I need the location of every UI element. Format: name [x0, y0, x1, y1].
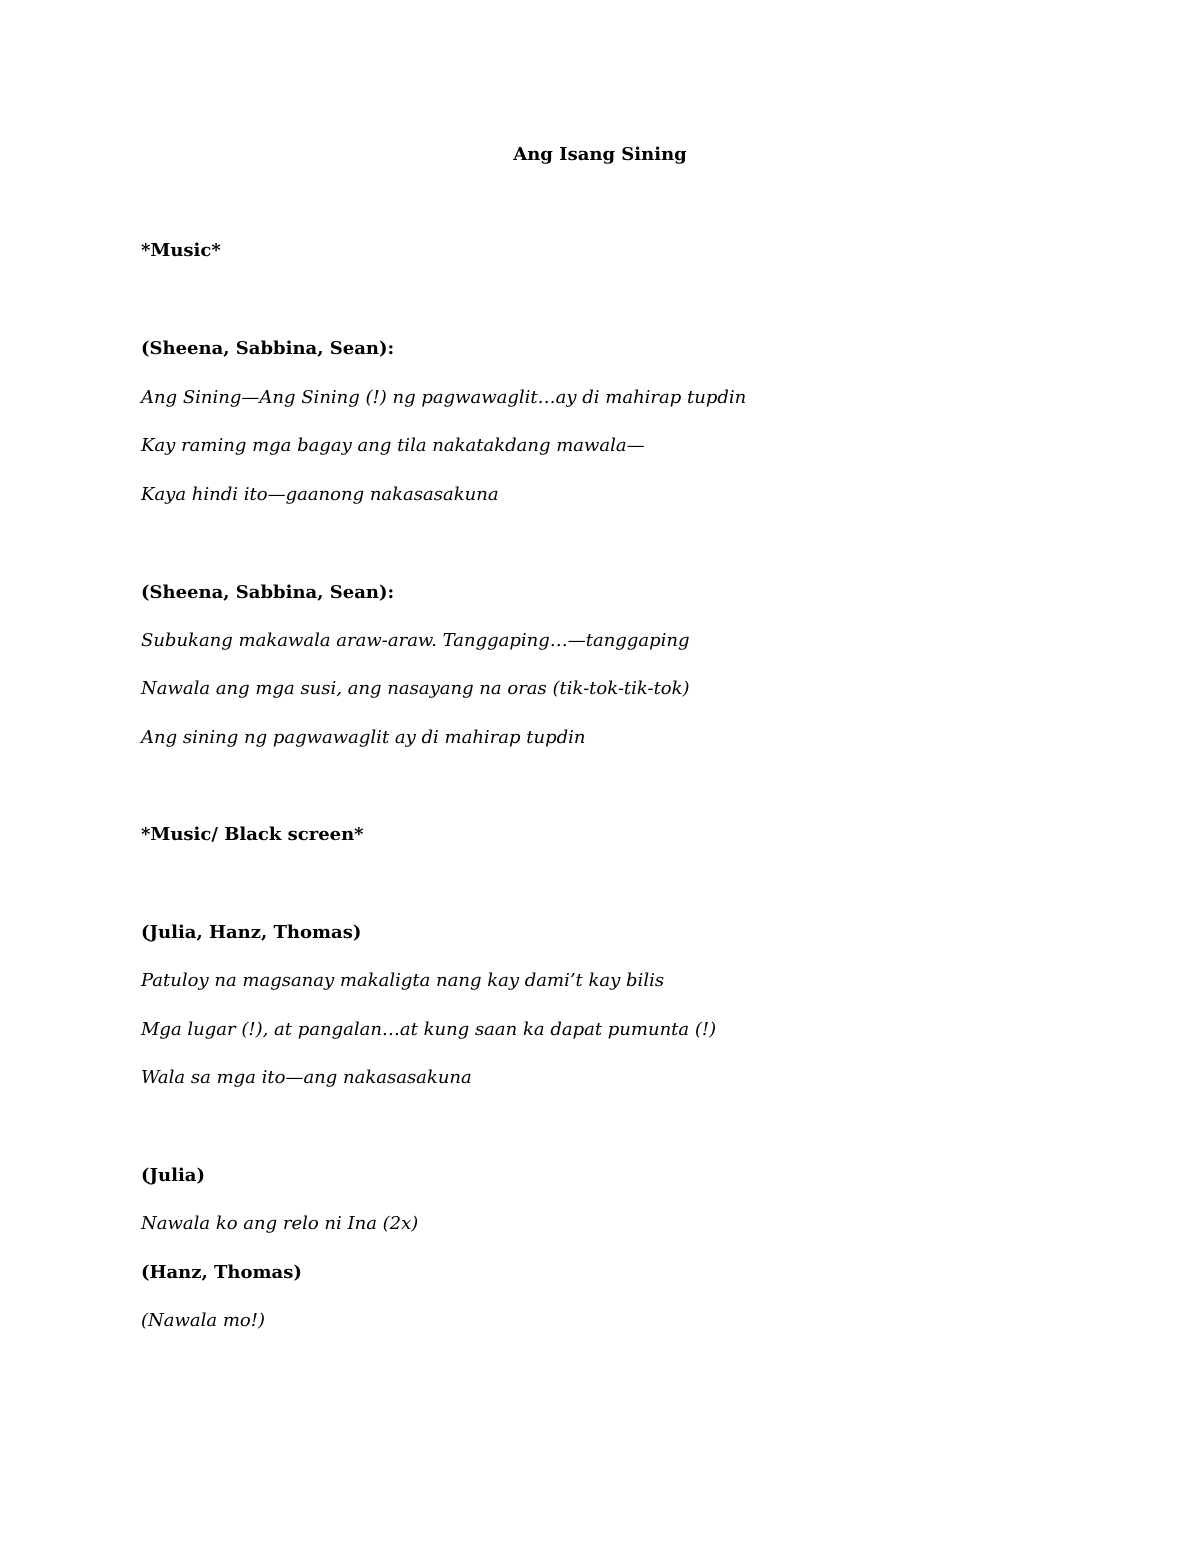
- speaker-heading: (Julia, Hanz, Thomas): [141, 922, 362, 943]
- speaker-heading: (Sheena, Sabbina, Sean):: [141, 582, 395, 603]
- document-title: Ang Isang Sining: [513, 144, 687, 165]
- lyric-line: Mga lugar (!), at pangalan…at kung saan ka dapat pumunta (!): [141, 1019, 717, 1040]
- lyric-line: Nawala ang mga susi, ang nasayang na oras (tik-tok-tik-tok): [141, 678, 690, 699]
- stage-direction-music: *Music*: [141, 240, 221, 261]
- lyric-line: Kay raming mga bagay ang tila nakatakdang mawala—: [141, 435, 645, 456]
- lyric-line: Ang Sining—Ang Sining (!) ng pagwawaglit…ay di mahirap tupdin: [141, 387, 747, 408]
- lyric-line: Wala sa mga ito—ang nakasasakuna: [141, 1067, 472, 1088]
- lyric-line: Nawala ko ang relo ni Ina (2x): [141, 1213, 419, 1234]
- stage-direction-music-black-screen: *Music/ Black screen*: [141, 824, 364, 845]
- speaker-heading: (Julia): [141, 1165, 205, 1186]
- lyric-line: Kaya hindi ito—gaanong nakasasakuna: [141, 484, 499, 505]
- lyric-line: Ang sining ng pagwawaglit ay di mahirap tupdin: [141, 727, 586, 748]
- lyric-line: Patuloy na magsanay makaligta nang kay dami’t kay bilis: [141, 970, 665, 991]
- lyric-line: (Nawala mo!): [141, 1310, 266, 1331]
- lyric-line: Subukang makawala araw-araw. Tanggaping…—tanggaping: [141, 630, 690, 651]
- speaker-heading: (Sheena, Sabbina, Sean):: [141, 338, 395, 359]
- speaker-heading: (Hanz, Thomas): [141, 1262, 302, 1283]
